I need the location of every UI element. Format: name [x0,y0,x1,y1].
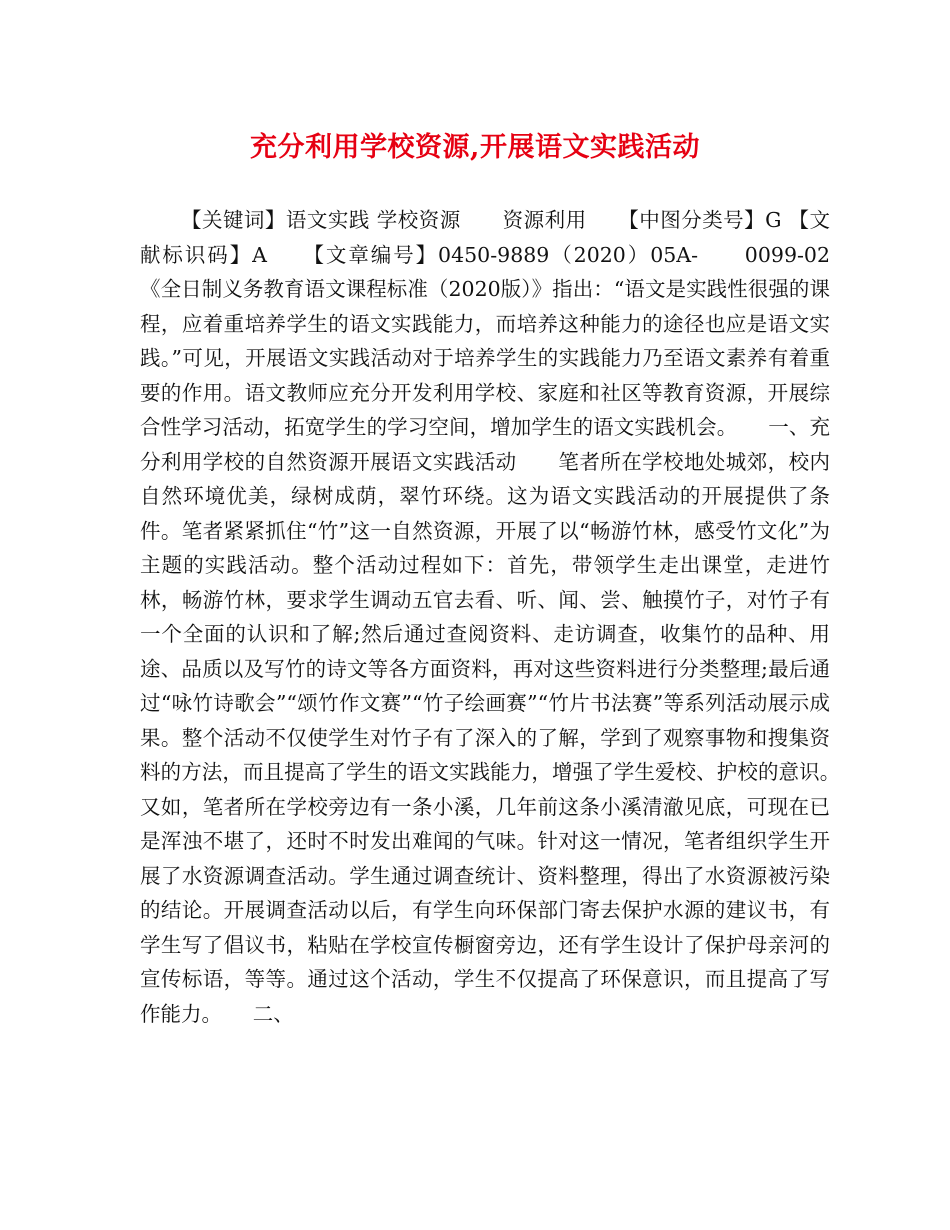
document-title: 充分利用学校资源,开展语文实践活动 [250,132,700,163]
document-body-text: 【关键词】语文实践 学校资源 资源利用 【中图分类号】G 【文献标识码】A 【文章编号】0450-9889（2020）05A- 0099-02 《全日制义务教育语文课程标准（2020版）》指出：“语文是实践性很强的课程，应着重培养学生的语文实践能力，而培养这种能力的途径也应是语文实践。”可见，开展语文实践活动对于培养学生的实践能力乃至语文素养有着重要的作用。语文教师应充分开发利用学校、家庭和社区等教育资源，开展综合性学习活动，拓宽学生的学习空间，增加学生的语文实践机会。 一、充分利用学校的自然资源开展语文实践活动 笔者所在学校地处城郊，校内自然环境优美，绿树成荫，翠竹环绕。这为语文实践活动的开展提供了条件。笔者紧紧抓住“竹”这一自然资源，开展了以“畅游竹林，感受竹文化”为主题的实践活动。整个活动过程如下：首先，带领学生走出课堂，走进竹林，畅游竹林，要求学生调动五官去看、听、闻、尝、触摸竹子，对竹子有一个全面的认识和了解;然后通过查阅资料、走访调查，收集竹的品种、用途、品质以及写竹的诗文等各方面资料，再对这些资料进行分类整理;最后通过“咏竹诗歌会”“颂竹作文赛”“竹子绘画赛”“竹片书法赛”等系列活动展示成果。整个活动不仅使学生对竹子有了深入的了解，学到了观察事物和搜集资料的方法，而且提高了学生的语文实践能力，增强了学生爱校、护校的意识。 又如，笔者所在学校旁边有一条小溪，几年前这条小溪清澈见底，可现在已是浑浊不堪了，还时不时发出难闻的气味。针对这一情况，笔者组织学生开展了水资源调查活动。学生通过调查统计、资料整理，得出了水资源被污染的结论。开展调查活动以后，有学生向环保部门寄去保护水源的建议书，有学生写了倡议书，粘贴在学校宣传橱窗旁边，还有学生设计了保护母亲河的宣传标语，等等。通过这个活动，学生不仅提高了环保意识，而且提高了写作能力。 二、 [140,208,871,1026]
